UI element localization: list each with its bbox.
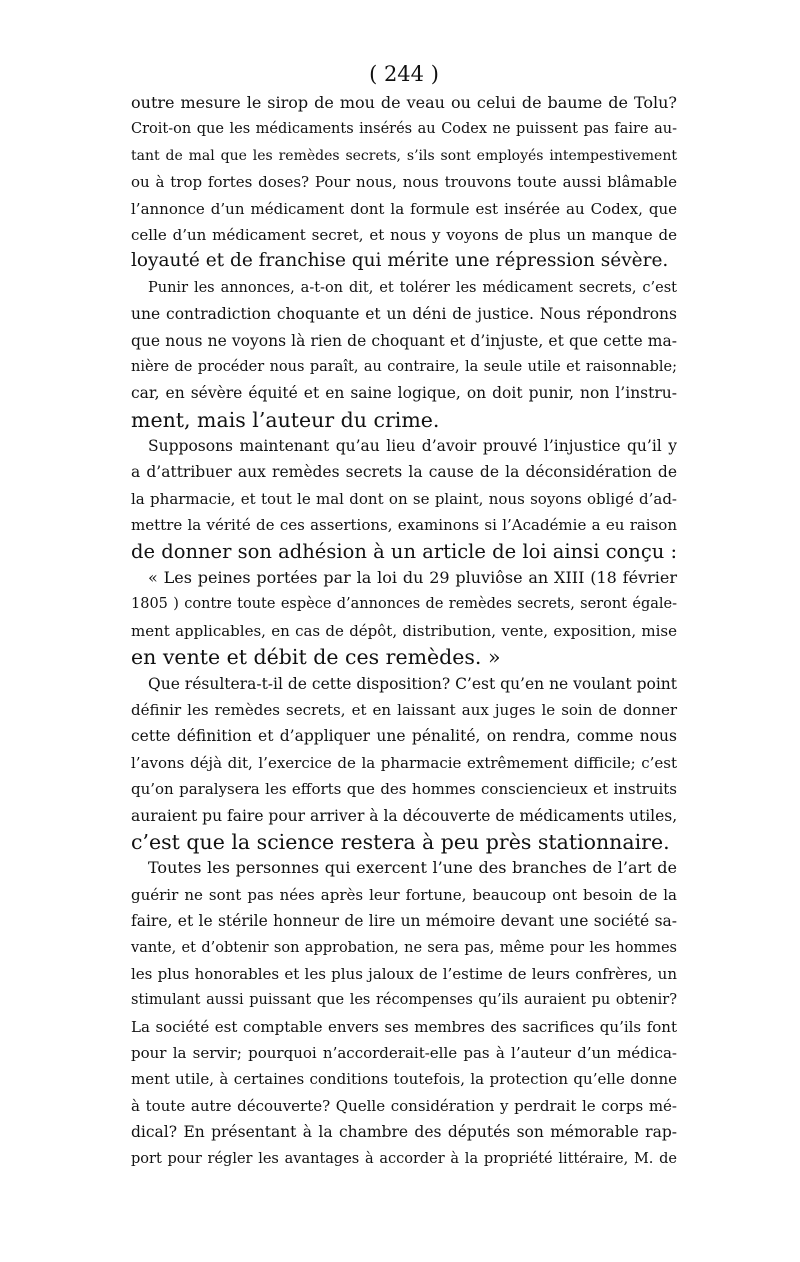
text-line: à toute autre découverte? Quelle considération y perdrait le corps mé- bbox=[131, 1096, 677, 1115]
text-line: Toutes les personnes qui exercent l’une des branches de l’art de bbox=[148, 858, 677, 878]
text-line: faire, et le stérile honneur de lire un mémoire devant une société sa- bbox=[131, 912, 677, 931]
text-line: la pharmacie, et tout le mal dont on se plaint, nous soyons obligé d’ad- bbox=[131, 489, 677, 508]
text-line: ment, mais l’auteur du crime. bbox=[131, 407, 440, 432]
text-line: les plus honorables et les plus jaloux de l’estime de leurs confrères, un bbox=[131, 964, 677, 983]
text-line: La société est comptable envers ses membres des sacrifices qu’ils font bbox=[131, 1017, 677, 1036]
text-line: l’annonce d’un médicament dont la formule est insérée au Codex, que bbox=[131, 199, 677, 218]
text-line: ou à trop fortes doses? Pour nous, nous trouvons toute aussi blâmable bbox=[131, 173, 677, 192]
text-line: 1805 ) contre toute espèce d’annonces de remèdes secrets, seront égale- bbox=[131, 596, 677, 613]
body-text bbox=[131, 90, 677, 1172]
text-line: une contradiction choquante et un déni de justice. Nous répondrons bbox=[131, 305, 677, 324]
text-line: auraient pu faire pour arriver à la découverte de médicaments utiles, bbox=[131, 806, 678, 825]
text-line: guérir ne sont pas nées après leur fortune, beaucoup ont besoin de la bbox=[131, 885, 677, 904]
text-line: « Les peines portées par la loi du 29 pluviôse an XIII (18 février bbox=[148, 568, 677, 588]
text-line: Croit-on que les médicaments insérés au Codex ne puissent pas faire au- bbox=[131, 121, 677, 138]
text-line: tant de mal que les remèdes secrets, s’ils sont employés intempestivement bbox=[131, 147, 677, 164]
text-line: Que résultera-t-il de cette disposition? C’est qu’en ne voulant point bbox=[148, 674, 677, 693]
text-line: stimulant aussi puissant que les récompenses qu’ils auraient pu obtenir? bbox=[131, 992, 677, 1009]
text-line: en vente et débit de ces remèdes. » bbox=[131, 645, 501, 670]
text-line: ment utile, à certaines conditions toutefois, la protection qu’elle donne bbox=[131, 1070, 677, 1089]
text-line: pour la servir; pourquoi n’accorderait-elle pas à l’auteur d’un médica- bbox=[131, 1044, 677, 1063]
text-line: l’avons déjà dit, l’exercice de la pharmacie extrêmement difficile; c’est bbox=[131, 753, 677, 772]
text-line: port pour régler les avantages à accorder à la propriété littéraire, M. de bbox=[131, 1150, 677, 1167]
text-line: mettre la vérité de ces assertions, examinons si l’Académie a eu raison bbox=[131, 516, 677, 535]
text-line: cette définition et d’appliquer une pénalité, on rendra, comme nous bbox=[131, 727, 677, 746]
text-line: de donner son adhésion à un article de loi ainsi conçu : bbox=[131, 539, 678, 563]
text-line: dical? En présentant à la chambre des députés son mémorable rap- bbox=[131, 1123, 677, 1142]
text-line: que nous ne voyons là rien de choquant et d’injuste, et que cette ma- bbox=[131, 331, 677, 350]
book-page bbox=[131, 60, 677, 1172]
text-line: outre mesure le sirop de mou de veau ou celui de baume de Tolu? bbox=[131, 93, 677, 112]
text-line: définir les remèdes secrets, et en laissant aux juges le soin de donner bbox=[131, 700, 677, 719]
text-line: a d’attribuer aux remèdes secrets la cause de la déconsidération de bbox=[131, 463, 677, 482]
page-number: ( 244 ) bbox=[369, 62, 439, 86]
text-line: vante, et d’obtenir son approbation, ne sera pas, même pour les hommes bbox=[131, 939, 677, 956]
text-line: loyauté et de franchise qui mérite une répression sévère. bbox=[131, 250, 669, 272]
text-line: celle d’un médicament secret, et nous y voyons de plus un manque de bbox=[131, 225, 677, 244]
text-line: ment applicables, en cas de dépôt, distribution, vente, exposition, mise bbox=[131, 621, 677, 640]
text-line: qu’on paralysera les efforts que des hommes consciencieux et instruits bbox=[131, 780, 677, 799]
text-line: c’est que la science restera à peu près stationnaire. bbox=[131, 829, 670, 854]
text-line: Punir les annonces, a-t-on dit, et tolérer les médicament secrets, c’est bbox=[148, 279, 677, 296]
text-line: car, en sévère équité et en saine logique, on doit punir, non l’instru- bbox=[131, 384, 677, 403]
text-line: Supposons maintenant qu’au lieu d’avoir prouvé l’injustice qu’il y bbox=[148, 437, 677, 456]
text-line: nière de procéder nous paraît, au contraire, la seule utile et raisonnable; bbox=[131, 358, 677, 375]
